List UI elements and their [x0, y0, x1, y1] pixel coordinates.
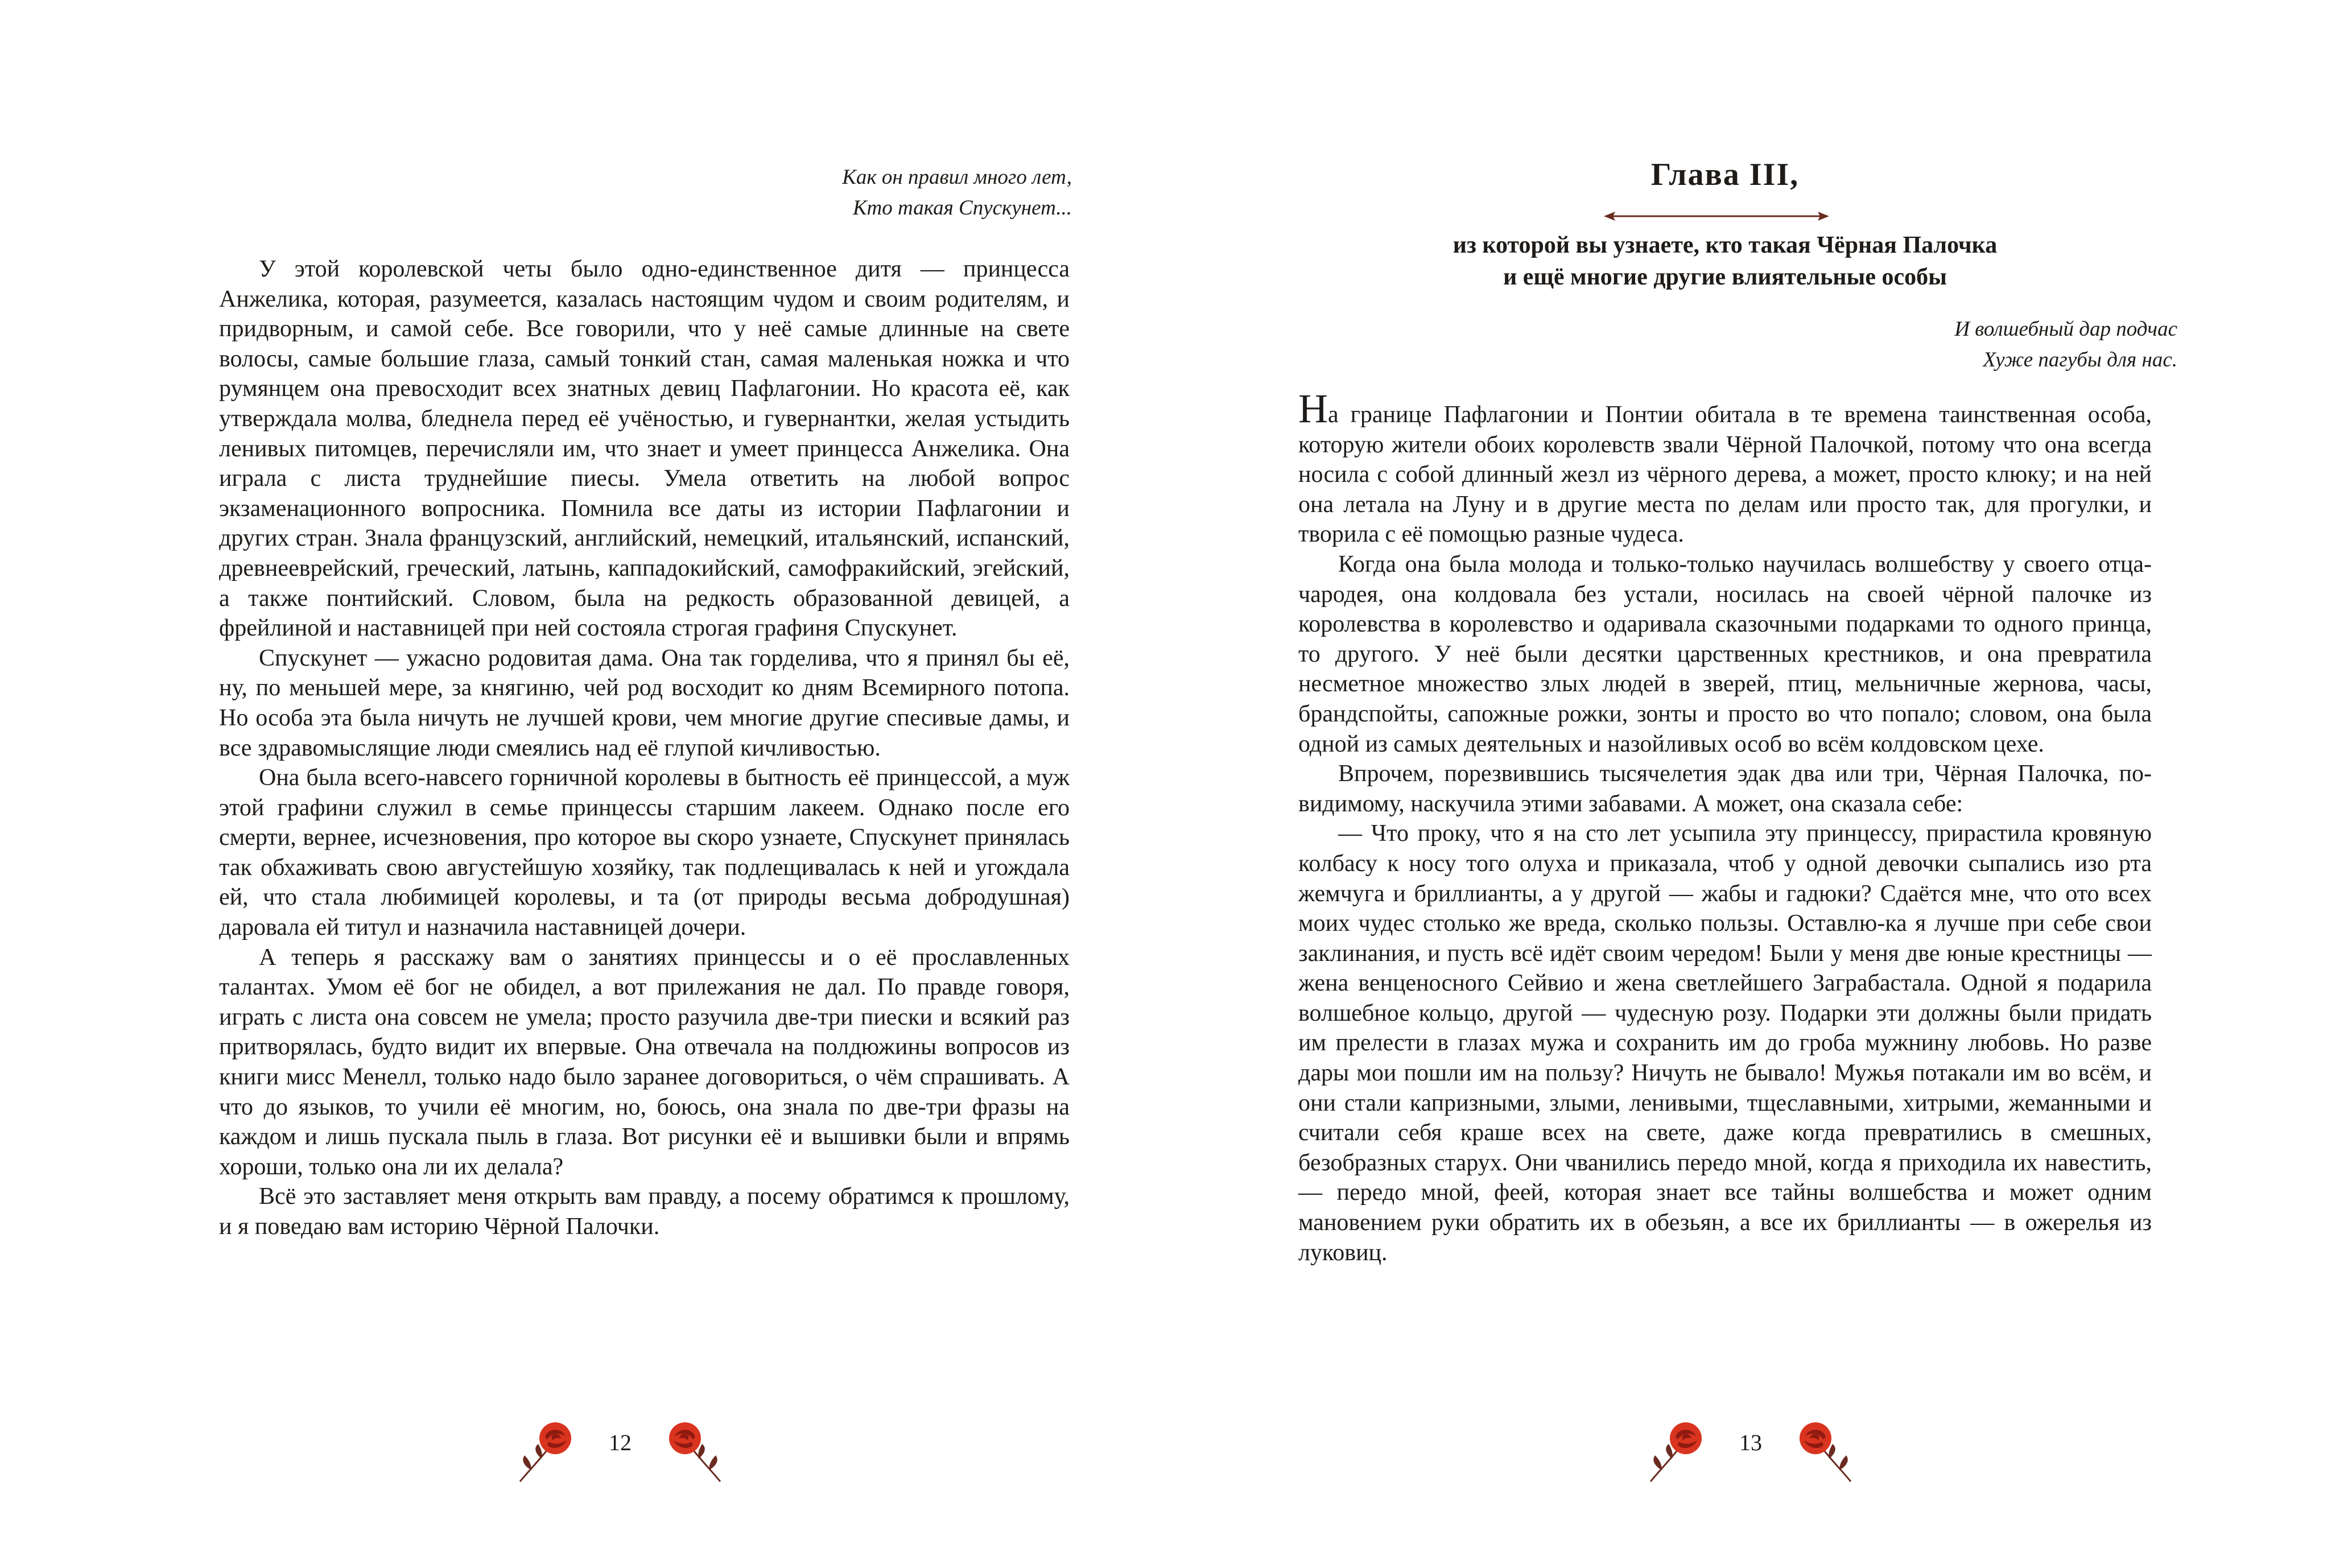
page-number: 12 [609, 1430, 632, 1455]
rose-icon [1790, 1411, 1859, 1485]
paragraph: Спускунет — ужасно родовитая дама. Она так горделива, что я принял бы её, ну, по меньшей мере, за княгиню, чей род восходит ко дням Всемирного потопа. Но особа эта была ничуть не лучшей крови, чем многие другие спесивые дамы, и все здравомыслящие люди смеялись над её глупой кичливостью. [219, 645, 1070, 761]
paragraph: Она была всего-навсего горничной королевы в бытность её принцессой, а муж этой графини служил в семье принцессы старшим лакеем. Однако после его смерти, вернее, исчезновения, про которое вы скоро узнаете, Спускунет принялась так обхаживать свою августейшую хозяйку, так подлещивалась к ней и угождала ей, что стала любимицей королевы, и та (от природы весьма добродушная) даровала ей титул и назначила наставницей дочери. [219, 765, 1070, 941]
left-body-text [219, 254, 1070, 1242]
title-rule-ornament [1603, 209, 1830, 223]
first-paragraph-text: а границе Пафлагонии и Понтии обитала в те времена таинственная особа, которую жители обоих королевств звали Чёрной Палочкой, потому что она всегда носила с собой длинный жезл из чёрного дерева, а может, просто клюку; и на ней она летала на Луну и в другие места по делам или просто так, для прогулки, и творила с её помощью разные чудеса. [1298, 402, 2152, 548]
right-epigraph [1954, 314, 2177, 376]
right-body-text [1298, 386, 2152, 1268]
paragraph: Всё это заставляет меня открыть вам правду, а посему обратимся к прошлому, и я поведаю вам историю Чёрной Палочки. [219, 1183, 1070, 1240]
rose-icon [660, 1411, 728, 1485]
paragraph: Когда она была молода и только-только научилась волшебству у своего отца-чародея, она колдовала без устали, носилась на своей чёрной палочке из королевства в королевство и одаривала сказочными подарками то одного принца, то другого. У неё были десятки царственных крестников, и она превратила несметное множество злых людей в зверей, птиц, мельничные жернова, часы, брандспойты, сапожные рожки, зонты и просто во что попало; словом, она была одной из самых деятельных и назойливых особ во всём колдовском цехе. [1298, 551, 2152, 757]
paragraph: Впрочем, порезвившись тысячелетия эдак два или три, Чёрная Палочка, по-видимому, наскучила этими забавами. А может, она сказала себе: [1298, 761, 2152, 817]
paragraph: У этой королевской четы было одно-единственное дитя — принцесса Анжелика, которая, разумеется, казалась настоящим чудом и своим родителям, и придворным, и самой себе. Все говорили, что у неё самые длинные на свете волосы, самые большие глаза, самый тонкий стан, самая маленькая ножка и что румянцем она превосходит всех знатных девиц Пафлагонии. Но красота её, как утверждала молва, бледнела перед её учёностью, и гувернантки, желая устыдить ленивых питомцев, перечисляли им, что знает и умеет принцесса Анжелика. Она играла с листа труднейшие пиесы. Умела ответить на любой вопрос экзаменационного вопросника. Помнила все даты из истории Пафлагонии и других стран. Знала французский, английский, немецкий, итальянский, испанский, древнееврейский, греческий, латынь, каппадокийский, самофракийский, эгейский, а также понтийский. Словом, была на редкость образованной девицей, а фрейлиной и наставницей при ней состояла строгая графиня Спускунет. [219, 256, 1070, 642]
page-right [1176, 0, 2352, 1568]
left-folio [512, 1411, 728, 1485]
chapter-subtitle-line: и ещё многие другие влиятельные особы [1503, 264, 1947, 290]
epigraph-line: Кто такая Спускунет... [852, 196, 1072, 220]
epigraph-line: Хуже пагубы для нас. [1983, 348, 2177, 372]
first-paragraph [1298, 386, 2152, 550]
epigraph-line: Как он правил много лет, [842, 166, 1072, 189]
right-folio [1643, 1411, 1859, 1485]
chapter-subtitle [1298, 229, 2152, 293]
drop-cap: Н [1298, 386, 1328, 431]
page-number: 13 [1739, 1430, 1762, 1455]
chapter-title: Глава III, [1650, 157, 1800, 192]
paragraph: А теперь я расскажу вам о занятиях принцессы и о её прославленных талантах. Умом её бог не обидел, а вот прилежания не дал. По правде говоря, играть с листа она совсем не умела; просто разучила две-три пиески и всякий раз притворялась, будто видит их впервые. Она отвечала на полдюжины вопросов из книги мисс Менелл, только надо было заранее договориться, о чём спрашивать. А что до языков, то учили её многим, но, боюсь, она знала по две-три фразы на каждом и лишь пускала пыль в глаза. Вот рисунки её и вышивки были и впрямь хороши, только она ли их делала? [219, 944, 1070, 1180]
paragraph: — Что проку, что я на сто лет усыпила эту принцессу, прирастила кровяную колбасу к носу того олуха и приказала, чтоб у одной девочки сыпались изо рта жемчуга и бриллианты, а у другой — жабы и гадюки? Сдаётся мне, что ото всех моих чудес столько же вреда, сколько пользы. Оставлю-ка я лучше при себе свои заклинания, и пусть всё идёт своим чередом! Были у меня две юные крестницы — жена венценосного Сейвио и жена светлейшего Заграбастала. Одной я подарила волшебное кольцо, другой — чудесную розу. Подарки эти должны были придать им прелести в глазах мужа и сохранить им до гроба мужнину любовь. Но разве дары мои пошли им на пользу? Ничуть не бывало! Мужья потакали им во всём, и они стали капризными, злыми, ленивыми, тщеславными, хитрыми, жеманными и считали себя краше всех на свете, даже когда превратились в смешных, безобразных старух. Они чванились передо мной, когда я приходила их навестить, — передо мной, феей, которая знает все тайны волшебства и может одним мановением руки обратить их в обезьян, а все их бриллианты — в ожерелья из луковиц. [1298, 820, 2152, 1266]
epigraph-line: И волшебный дар подчас [1954, 317, 2177, 341]
chapter-subtitle-line: из которой вы узнаете, кто такая Чёрная Палочка [1453, 232, 1998, 258]
left-epigraph [842, 162, 1072, 224]
